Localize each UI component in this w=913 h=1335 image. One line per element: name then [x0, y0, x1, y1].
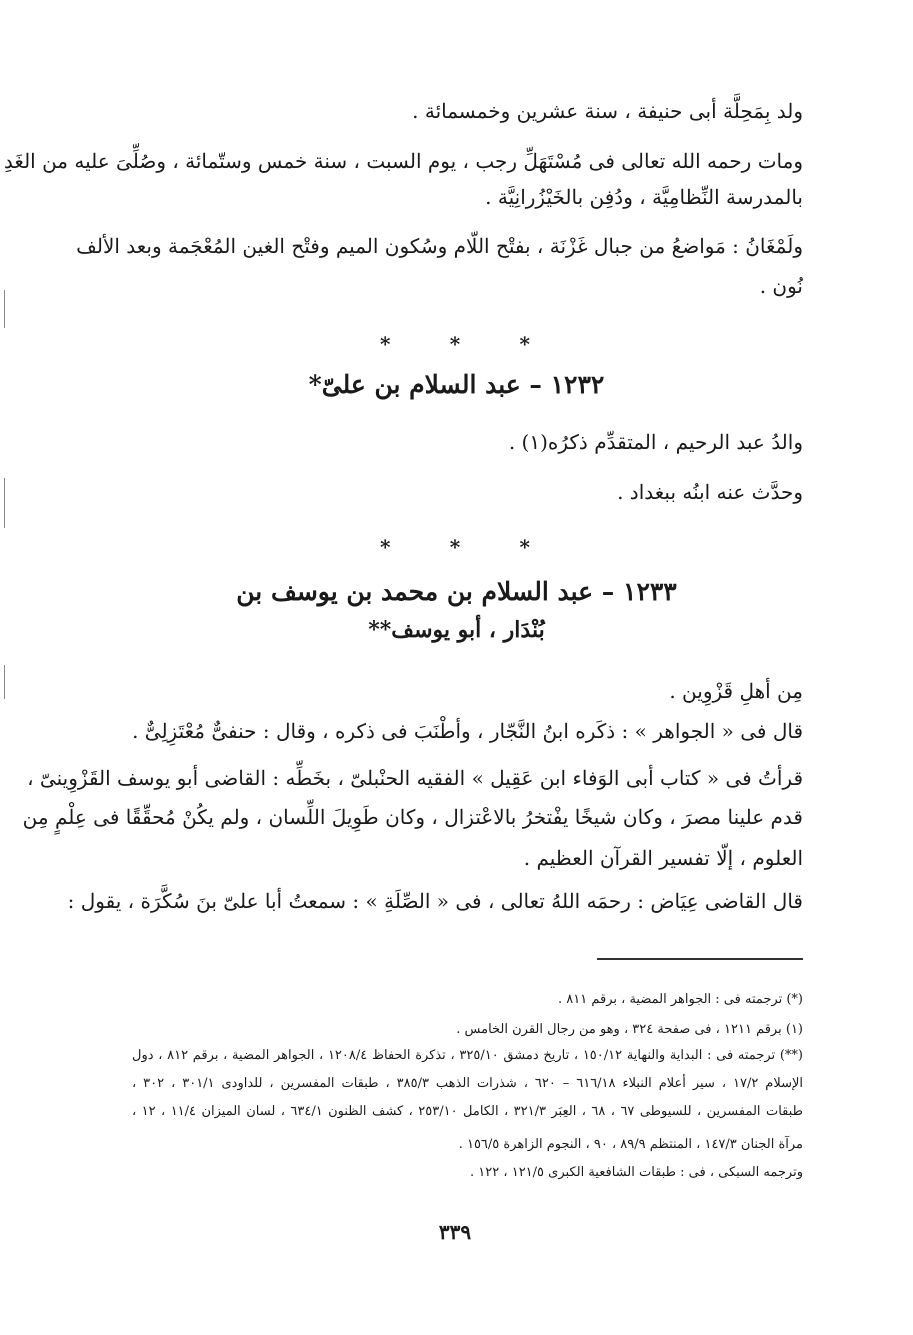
body-line: مِن أهلِ قَزْوِين .: [669, 679, 803, 703]
separator-star: *: [380, 332, 391, 356]
body-line: ولد بِمَحِلَّة أبى حنيفة ، سنة عشرين وخمسمائة .: [412, 99, 803, 123]
footnote-separator: [597, 958, 803, 960]
scan-edge-mark: [4, 290, 5, 328]
body-line: قال القاضى عِيَاض : رحمَه اللهُ تعالى ، فى « الصِّلَةِ » : سمعتُ أبا علىّ بنَ سُكَّرَة ، يقول :: [67, 889, 803, 913]
scan-edge-mark: [4, 478, 5, 528]
scan-edge-mark: [4, 665, 5, 699]
entry-heading: ١٢٣٢ – عبد السلام بن علىّ*: [308, 370, 605, 399]
body-line: بالمدرسة النِّظامِيَّة ، ودُفِن بالخَيْزُرانِيَّة .: [485, 185, 803, 209]
footnote-line: (*) ترجمته فى : الجواهر المضية ، برقم ٨١١ .: [557, 992, 803, 1007]
footnote-line: طبقات المفسرين ، للسيوطى ٦٧ ، ٦٨ ، العِبَر ٣٢١/٣ ، الكامل ٢٥٣/١٠ ، كشف الظنون ٦٣٤/١ ، لسان الميزان ١١/٤ ، ١٢ ،: [132, 1104, 804, 1119]
body-line: والدُ عبد الرحيم ، المتقدِّم ذكرُه(١) .: [508, 430, 803, 454]
body-line: العلوم ، إلّا تفسير القرآن العظيم .: [523, 846, 803, 870]
section-separator: [380, 537, 530, 557]
entry-heading-continuation: بُنْدَار ، أبو يوسف**: [368, 617, 545, 643]
footnote-line: الإسلام ١٧/٢ ، سير أعلام النبلاء ٦١٦/١٨ – ٦٢٠ ، شذرات الذهب ٣٨٥/٣ ، طبقات المفسرين ، للداودى ٣٠١/١ ، ٣٠٢ ،: [132, 1076, 803, 1091]
body-line: نُون .: [759, 274, 803, 298]
separator-star: *: [449, 535, 461, 559]
body-line: وحدَّث عنه ابنُه ببغداد .: [617, 480, 803, 504]
footnote-line: مرآة الجنان ١٤٧/٣ ، المنتظم ٨٩/٩ ، ٩٠ ، النجوم الزاهرة ١٥٦/٥ .: [458, 1137, 803, 1152]
body-line: قال فى « الجواهر » : ذكَره ابنُ النَّجّار ، وأطْنَبَ فى ذكره ، وقال : حنفىٌّ مُعْتَزِلِىٌّ .: [132, 719, 803, 743]
separator-star: *: [519, 332, 530, 356]
body-line: ومات رحمه الله تعالى فى مُسْتَهَلِّ رجب ، يوم السبت ، سنة خمس وستّمائة ، وصُلِّىَ عليه من الغَدِ: [3, 149, 803, 173]
separator-star: *: [519, 535, 530, 559]
page-number: ٣٣٩: [438, 1220, 472, 1244]
entry-heading: ١٢٣٣ – عبد السلام بن محمد بن يوسف بن: [236, 577, 677, 606]
footnote-line: وترجمه السبكى ، فى : طبقات الشافعية الكبرى ١٢١/٥ ، ١٢٢ .: [470, 1165, 803, 1180]
body-line: قرأتُ فى « كتاب أبى الوَفاء ابن عَقِيل » الفقيه الحنْبلىّ ، بخَطِّه : القاضى أبو يوسف القَزْوِينىّ ،: [27, 766, 803, 790]
footnote-line: (**) ترجمته فى : البداية والنهاية ١٥٠/١٢ ، تاريخ دمشق ٣٢٥/١٠ ، تذكرة الحفاظ ١٢٠٨/٤ ، الجواهر المضية ، برقم ٨١٢ ، دول: [132, 1048, 803, 1063]
section-separator: [380, 334, 530, 354]
separator-star: *: [449, 332, 461, 356]
body-line: قدم علينا مصرَ ، وكان شيخًا يفْتخرُ بالاعْتزال ، وكان طَوِيلَ اللِّسان ، ولم يكُنْ مُحقِّقًا فى عِلْمٍ مِن: [22, 805, 803, 829]
body-line: ولَمْغَانُ : مَواضعُ من جبال غَزْنَة ، بفتْح اللّام وسُكون الميم وفتْح الغين المُعْجَمة وبعد الألف: [76, 234, 803, 258]
footnote-line: (١) برقم ١٢١١ ، فى صفحة ٣٢٤ ، وهو من رجال القرن الخامس .: [456, 1022, 803, 1037]
separator-star: *: [380, 535, 391, 559]
